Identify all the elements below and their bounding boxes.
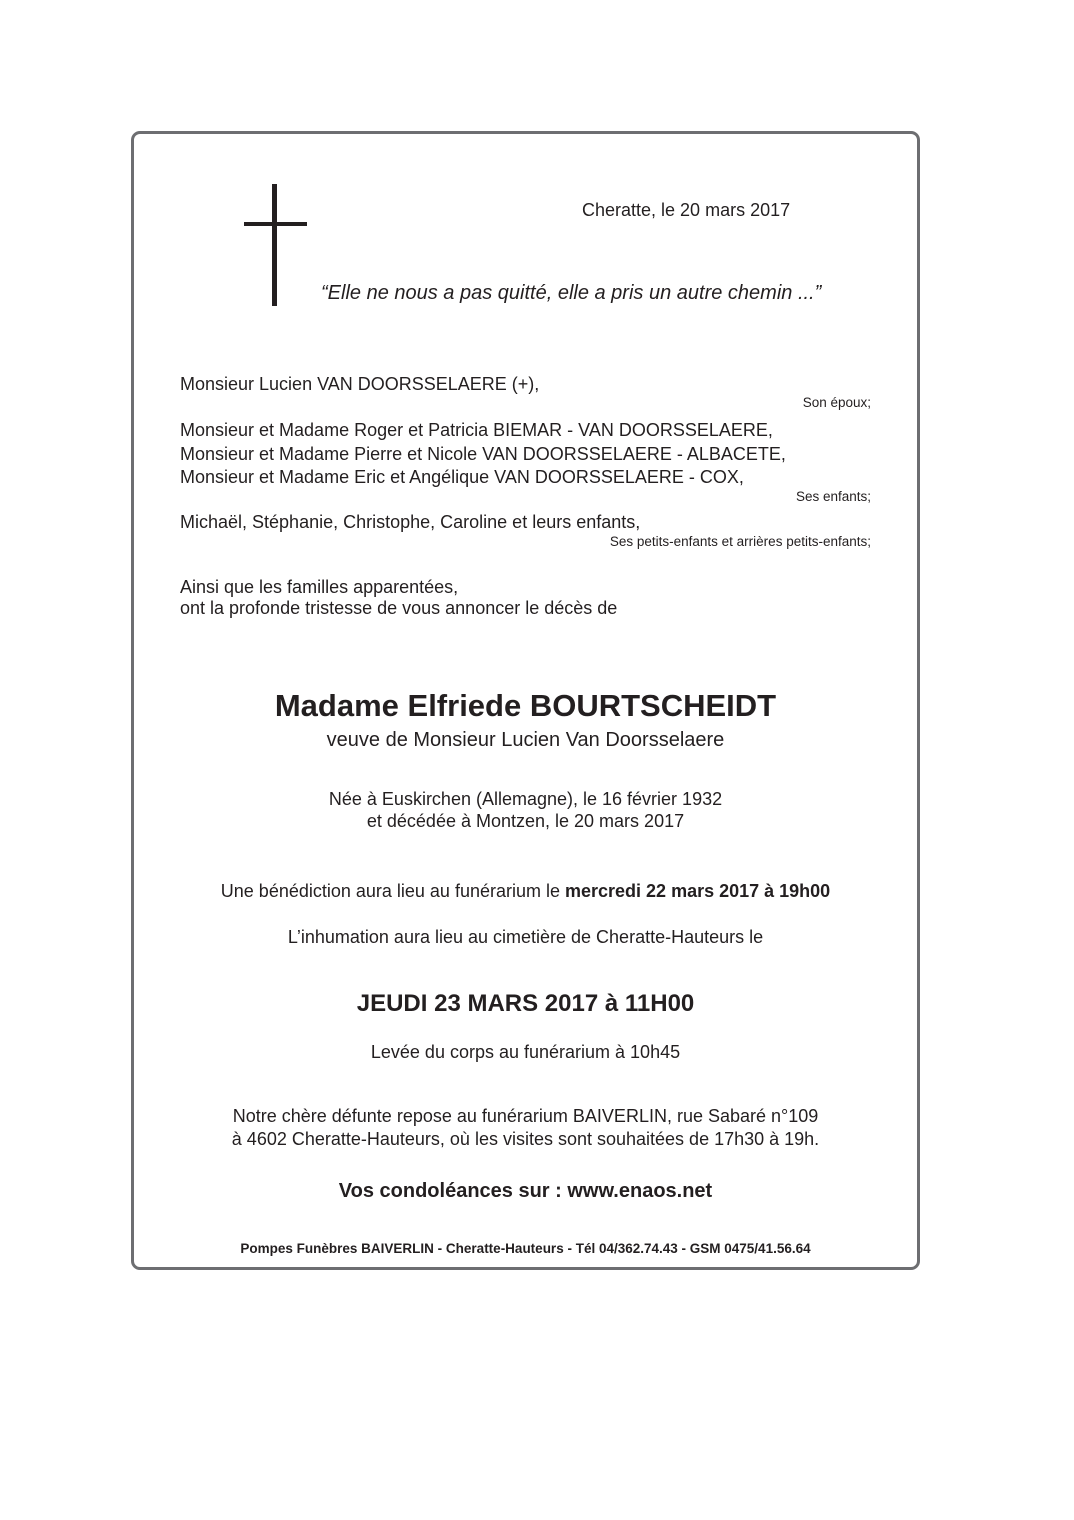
birth-info: Née à Euskirchen (Allemagne), le 16 février 1932 — [328, 789, 723, 809]
relatives-line-2: ont la profonde tristesse de vous annoncer le décès de — [180, 598, 618, 618]
burial-line: L’inhumation aura lieu au cimetière de Cheratte-Hauteurs le — [287, 927, 764, 947]
burial-date: JEUDI 23 MARS 2017 à 11H00 — [356, 990, 695, 1017]
death-info: et décédée à Montzen, le 20 mars 2017 — [366, 811, 685, 831]
spouse-role: Son époux; — [802, 395, 871, 410]
grandchildren-line: Michaël, Stéphanie, Christophe, Caroline et leurs enfants, — [180, 512, 641, 532]
place-date: Cheratte, le 20 mars 2017 — [582, 200, 791, 220]
spouse-line: Monsieur Lucien VAN DOORSSELAERE (+), — [180, 374, 540, 394]
cross-vertical-bar — [272, 184, 277, 306]
relatives-line-1: Ainsi que les familles apparentées, — [180, 577, 459, 597]
child-line-1: Monsieur et Madame Roger et Patricia BIEMAR - VAN DOORSSELAERE, — [180, 420, 773, 440]
blessing-prefix: Une bénédiction aura lieu au funérarium le — [220, 881, 565, 901]
rest-line-1: Notre chère défunte repose au funérarium BAIVERLIN, rue Sabaré n°109 — [232, 1106, 819, 1126]
child-line-3: Monsieur et Madame Eric et Angélique VAN DOORSSELAERE - COX, — [180, 467, 744, 487]
child-line-2: Monsieur et Madame Pierre et Nicole VAN DOORSSELAERE - ALBACETE, — [180, 444, 786, 464]
widow-of: veuve de Monsieur Lucien Van Doorsselaere — [326, 729, 725, 751]
blessing-line — [131, 882, 920, 900]
departure-line: Levée du corps au funérarium à 10h45 — [370, 1042, 681, 1062]
blessing-date: mercredi 22 mars 2017 à 19h00 — [565, 881, 831, 901]
children-role: Ses enfants; — [795, 489, 871, 504]
cross-horizontal-bar — [244, 222, 307, 226]
quote: “Elle ne nous a pas quitté, elle a pris un autre chemin ...” — [321, 282, 822, 304]
rest-line-2: à 4602 Cheratte-Hauteurs, où les visites sont souhaitées de 17h30 à 19h. — [231, 1129, 820, 1149]
funeral-home-footer: Pompes Funèbres BAIVERLIN - Cheratte-Hauteurs - Tél 04/362.74.43 - GSM 0475/41.56.64 — [240, 1241, 811, 1256]
condolences-line: Vos condoléances sur : www.enaos.net — [338, 1180, 713, 1202]
deceased-name: Madame Elfriede BOURTSCHEIDT — [274, 688, 777, 723]
grandchildren-role: Ses petits-enfants et arrières petits-enfants; — [609, 534, 871, 549]
